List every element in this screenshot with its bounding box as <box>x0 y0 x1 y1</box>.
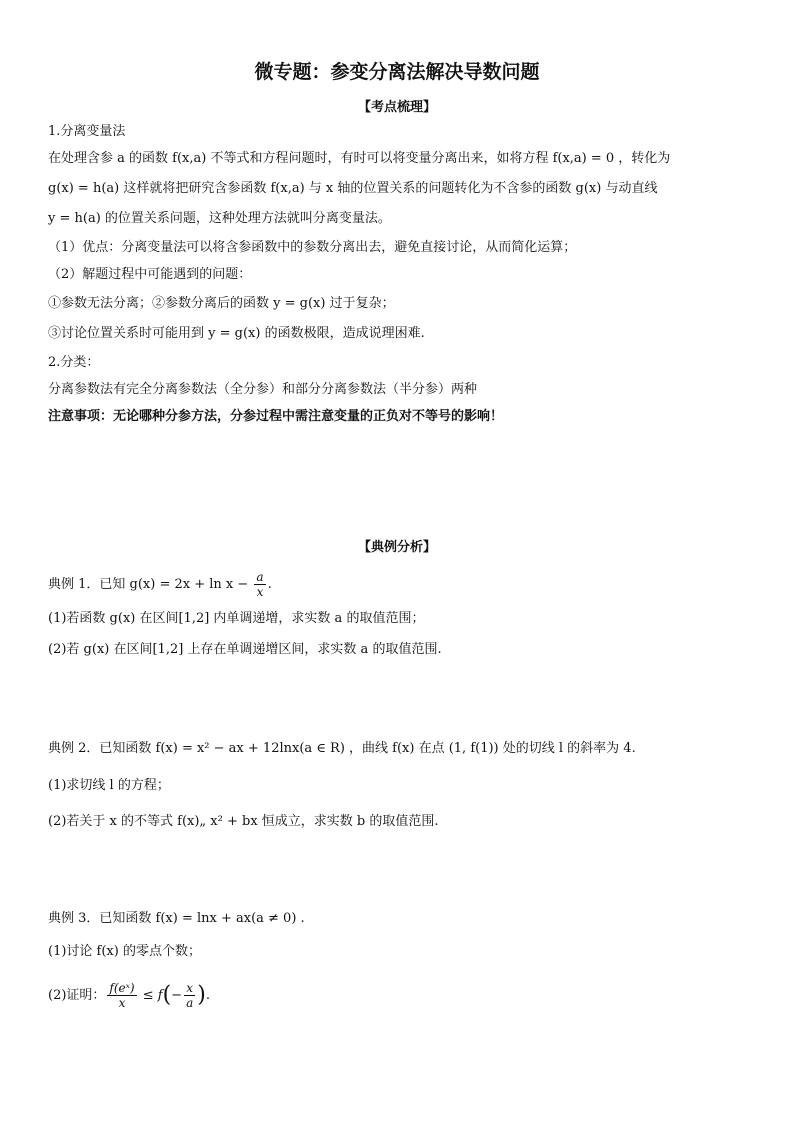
example2-statement: 典例 2．已知函数 f(x) = x² − ax + 12lnx(a ∈ R) ，曲线 f(x) 在点 (1, f(1)) 处的切线 l 的斜率为 4. <box>48 741 636 756</box>
example3-question1: (1)讨论 f(x) 的零点个数； <box>48 944 201 959</box>
section-heading-examples: 【典例分析】 <box>357 540 436 555</box>
point1-line2: g(x) = h(a) 这样就将把研究含参函数 f(x,a) 与 x 轴的位置关系的问题转化为不含参的函数 g(x) 与动直线 <box>48 181 658 196</box>
problem-item-1: ①参数无法分离；②参数分离后的函数 y = g(x) 过于复杂； <box>48 296 395 311</box>
fraction-numerator: a <box>256 570 264 584</box>
note-text: 注意事项：无论哪种分参方法，分参过程中需注意变量的正负对不等号的影响！ <box>48 409 504 424</box>
fraction-denominator: a <box>186 996 194 1010</box>
fraction-denominator: x <box>118 996 126 1010</box>
left-paren: ( <box>162 982 172 1008</box>
example3-question2 <box>48 981 210 1010</box>
point2-line: 分离参数法有完全分离参数法（全分参）和部分分离参数法（半分参）两种 <box>48 382 478 397</box>
example3-q2-prefix: (2)证明： <box>48 988 106 1003</box>
example3-q2-mid: ≤ f <box>138 988 163 1003</box>
page-title: 微专题：参变分离法解决导数问题 <box>254 61 540 83</box>
fraction-numerator: x <box>184 981 195 996</box>
point1-heading: 1.分离变量法 <box>48 124 126 139</box>
example1-suffix: . <box>267 577 272 592</box>
point1-line3: y = h(a) 的位置关系问题，这种处理方法就叫分离变量法。 <box>48 211 391 226</box>
right-paren: ) <box>197 982 206 1008</box>
fraction-denominator: x <box>256 585 264 599</box>
example3-q2-fraction <box>107 981 136 1010</box>
section-heading-key-points: 【考点梳理】 <box>357 100 436 115</box>
example3-q2-inner-fraction <box>184 981 195 1010</box>
fraction-numerator: f(eˣ) <box>109 981 135 995</box>
problem-item-2: ③讨论位置关系时可能用到 y = g(x) 的函数极限，造成说理困难. <box>48 326 425 341</box>
example2-question2: (2)若关于 x 的不等式 f(x)„ x² + bx 恒成立，求实数 b 的取值范围. <box>48 814 439 829</box>
example1-fraction <box>254 570 265 599</box>
example3-q2-suffix: . <box>205 988 210 1003</box>
example1-question2: (2)若 g(x) 在区间[1,2] 上存在单调递增区间，求实数 a 的取值范围. <box>48 642 442 657</box>
example2-question1: (1)求切线 l 的方程； <box>48 778 170 793</box>
advantage-text: （1）优点：分离变量法可以将含参函数中的参数分离出去，避免直接讨论，从而简化运算； <box>48 240 577 255</box>
example3-statement: 典例 3．已知函数 f(x) = lnx + ax(a ≠ 0) . <box>48 911 305 926</box>
example3-q2-sign: − <box>171 988 183 1003</box>
point2-heading: 2.分类： <box>48 355 100 370</box>
example1-text: 典例 1．已知 g(x) = 2x + ln x − <box>48 577 253 592</box>
example1-question1: (1)若函数 g(x) 在区间[1,2] 内单调递增，求实数 a 的取值范围； <box>48 611 425 626</box>
example1-statement <box>48 570 272 599</box>
problems-heading: （2）解题过程中可能遇到的问题： <box>48 267 252 282</box>
point1-line1: 在处理含参 a 的函数 f(x,a) 不等式和方程问题时，有时可以将变量分离出来，如将方程 f(x,a) = 0 ，转化为 <box>48 151 671 166</box>
